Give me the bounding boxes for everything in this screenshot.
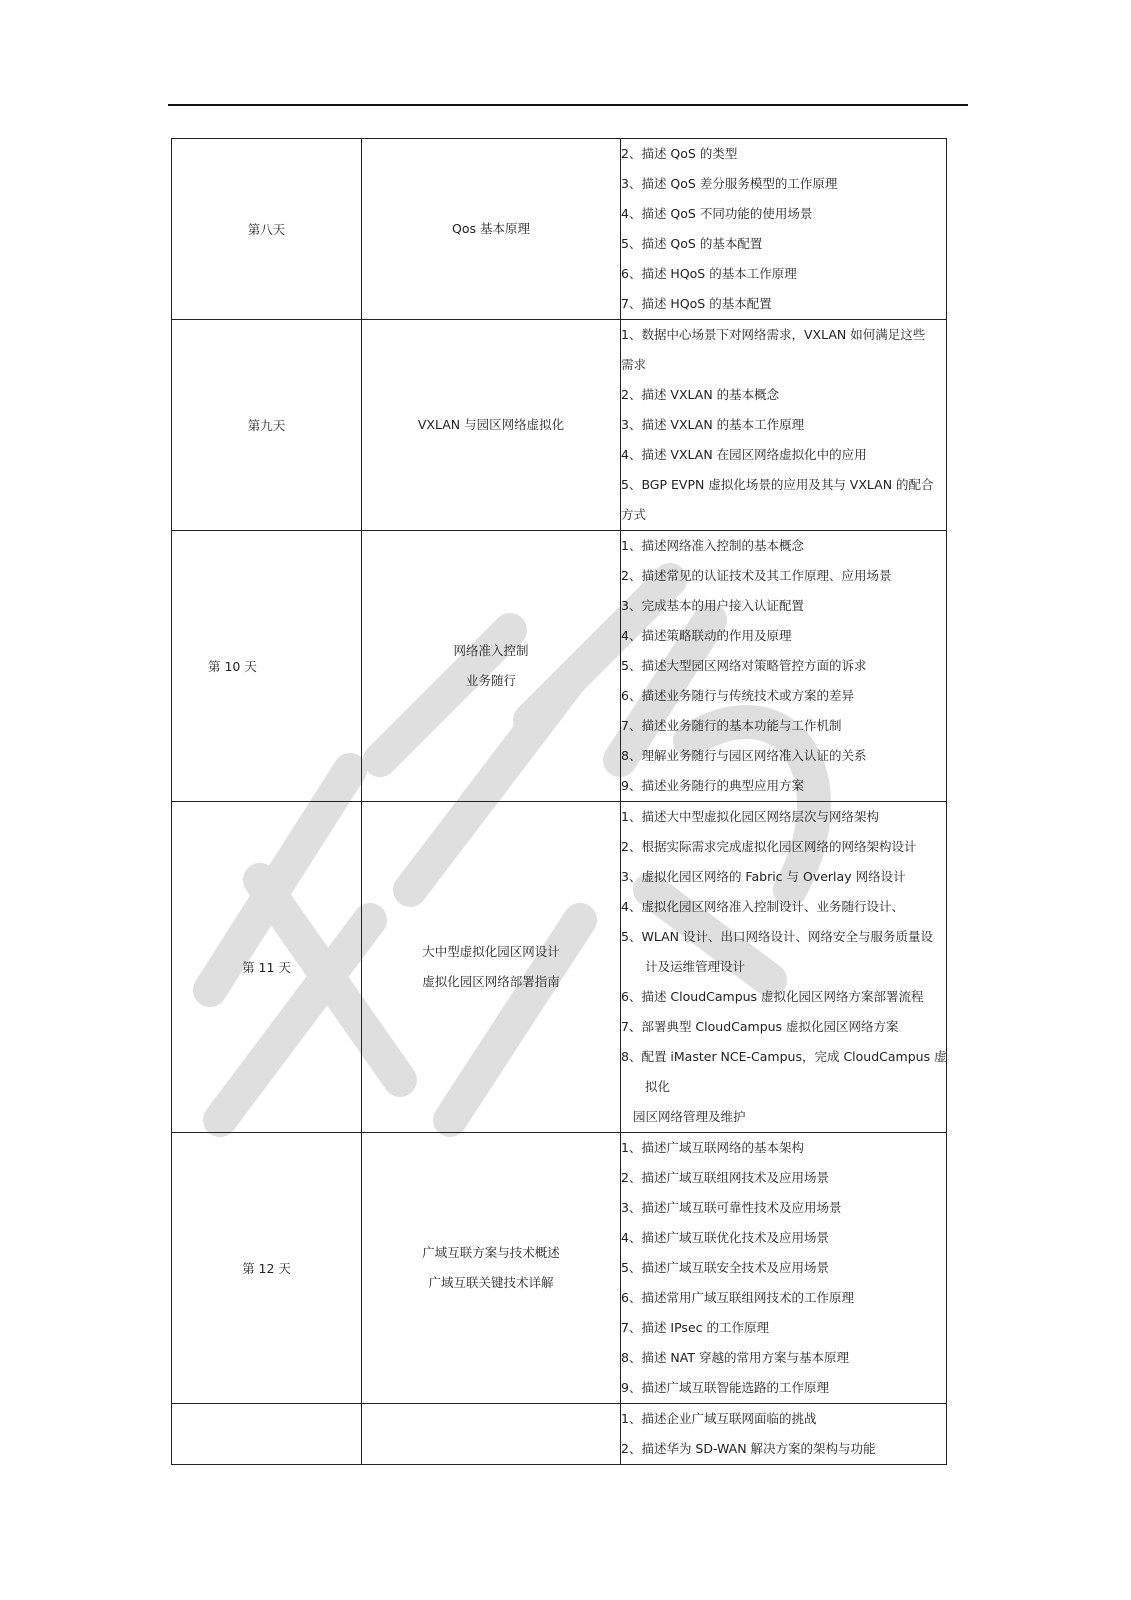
content-line: 7、描述 IPsec 的工作原理 — [621, 1320, 769, 1335]
day-cell: 第 10 天 — [172, 531, 362, 802]
day-cell: 第九天 — [172, 320, 362, 531]
content-line: 2、描述常见的认证技术及其工作原理、应用场景 — [621, 568, 892, 583]
table-row — [172, 320, 947, 531]
content-line: 4、描述 QoS 不同功能的使用场景 — [621, 206, 813, 221]
content-line: 7、部署典型 CloudCampus 虚拟化园区网络方案 — [621, 1019, 899, 1034]
topic-line: 广域互联关键技术详解 — [428, 1275, 554, 1290]
topic-cell — [362, 1133, 621, 1404]
content-line: 2、描述广域互联组网技术及应用场景 — [621, 1170, 829, 1185]
table-row — [172, 802, 947, 1133]
day-cell: 第 11 天 — [172, 802, 362, 1133]
content-line: 3、完成基本的用户接入认证配置 — [621, 598, 804, 613]
content-line: 1、描述大中型虚拟化园区网络层次与网络架构 — [621, 809, 879, 824]
course-schedule-table — [171, 138, 947, 1465]
content-line: 3、描述广域互联可靠性技术及应用场景 — [621, 1200, 842, 1215]
topic-line: 虚拟化园区网络部署指南 — [422, 974, 560, 989]
topic-cell — [362, 1404, 621, 1465]
content-line: 4、虚拟化园区网络准入控制设计、业务随行设计、 — [621, 899, 904, 914]
content-line: 8、描述 NAT 穿越的常用方案与基本原理 — [621, 1350, 849, 1365]
content-line: 1、描述广域互联网络的基本架构 — [621, 1140, 804, 1155]
topic-cell — [362, 531, 621, 802]
day-cell: 第 12 天 — [172, 1133, 362, 1404]
content-line: 2、根据实际需求完成虚拟化园区网络的网络架构设计 — [621, 839, 917, 854]
content-line: 2、描述华为 SD-WAN 解决方案的架构与功能 — [621, 1441, 876, 1456]
content-line: 6、描述业务随行与传统技术或方案的差异 — [621, 688, 854, 703]
content-line: 2、描述 QoS 的类型 — [621, 146, 738, 161]
content-cell — [621, 802, 947, 1133]
topic-cell — [362, 802, 621, 1133]
content-line: 5、描述 QoS 的基本配置 — [621, 236, 763, 251]
content-line: 8、配置 iMaster NCE-Campus，完成 CloudCampus 虚 — [621, 1049, 947, 1064]
day-cell — [172, 1404, 362, 1465]
topic-line: 大中型虚拟化园区网设计 — [422, 944, 560, 959]
content-line: 2、描述 VXLAN 的基本概念 — [621, 387, 780, 402]
topic-line: 网络准入控制 — [453, 643, 529, 658]
content-cell — [621, 139, 947, 320]
content-cell — [621, 320, 947, 531]
topic-cell — [362, 139, 621, 320]
header-rule — [168, 104, 968, 106]
content-line: 3、虚拟化园区网络的 Fabric 与 Overlay 网络设计 — [621, 869, 906, 884]
content-line: 1、描述企业广域互联网面临的挑战 — [621, 1411, 817, 1426]
content-line: 5、WLAN 设计、出口网络设计、网络安全与服务质量设 — [621, 929, 933, 944]
content-line: 6、描述 CloudCampus 虚拟化园区网络方案部署流程 — [621, 989, 924, 1004]
content-line: 方式 — [621, 507, 647, 522]
content-line: 7、描述 HQoS 的基本配置 — [621, 296, 772, 311]
content-line: 6、描述常用广域互联组网技术的工作原理 — [621, 1290, 854, 1305]
content-line: 9、描述广域互联智能选路的工作原理 — [621, 1380, 829, 1395]
content-cell — [621, 531, 947, 802]
content-line: 5、描述广域互联安全技术及应用场景 — [621, 1260, 829, 1275]
content-line: 1、数据中心场景下对网络需求，VXLAN 如何满足这些 — [621, 327, 926, 342]
content-line: 4、描述 VXLAN 在园区网络虚拟化中的应用 — [621, 447, 867, 462]
content-line: 3、描述 VXLAN 的基本工作原理 — [621, 417, 805, 432]
content-line: 6、描述 HQoS 的基本工作原理 — [621, 266, 797, 281]
content-line: 4、描述策略联动的作用及原理 — [621, 628, 792, 643]
content-line: 3、描述 QoS 差分服务模型的工作原理 — [621, 176, 838, 191]
content-line: 9、描述业务随行的典型应用方案 — [621, 778, 804, 793]
table-row — [172, 531, 947, 802]
content-line: 拟化 — [645, 1079, 671, 1094]
content-line: 园区网络管理及维护 — [633, 1109, 746, 1124]
content-line: 4、描述广域互联优化技术及应用场景 — [621, 1230, 829, 1245]
table-row — [172, 139, 947, 320]
content-line: 5、描述大型园区网络对策略管控方面的诉求 — [621, 658, 867, 673]
topic-cell — [362, 320, 621, 531]
topic-line: 广域互联方案与技术概述 — [422, 1245, 560, 1260]
content-line: 需求 — [621, 357, 647, 372]
topic-line: VXLAN 与园区网络虚拟化 — [417, 417, 565, 432]
day-cell: 第八天 — [172, 139, 362, 320]
content-cell — [621, 1404, 947, 1465]
content-line: 7、描述业务随行的基本功能与工作机制 — [621, 718, 842, 733]
topic-line: Qos 基本原理 — [452, 221, 530, 236]
topic-line: 业务随行 — [465, 673, 516, 688]
content-cell — [621, 1133, 947, 1404]
content-line: 8、理解业务随行与园区网络准入认证的关系 — [621, 748, 867, 763]
content-line: 1、描述网络准入控制的基本概念 — [621, 538, 804, 553]
table-row — [172, 1404, 947, 1465]
content-line: 5、BGP EVPN 虚拟化场景的应用及其与 VXLAN 的配合 — [621, 477, 934, 492]
table-row — [172, 1133, 947, 1404]
content-line: 计及运维管理设计 — [645, 959, 746, 974]
